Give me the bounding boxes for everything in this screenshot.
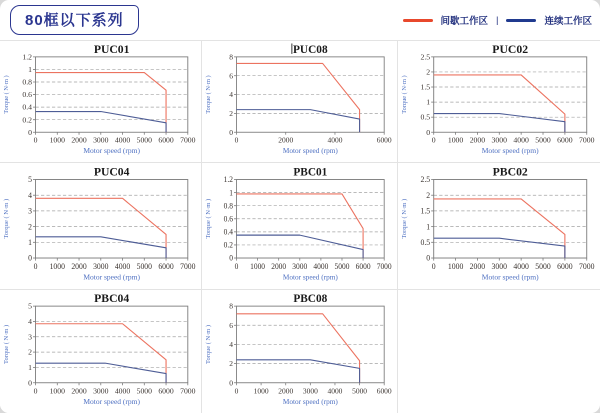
- x-tick-label: 5000: [535, 261, 551, 271]
- x-tick-label: 2000: [278, 135, 294, 145]
- x-tick-label: 0: [431, 135, 436, 145]
- chart-pbc08: [202, 290, 397, 413]
- x-tick-label: 2000: [71, 386, 87, 396]
- x-tick-label: 1000: [49, 386, 65, 396]
- y-tick-label: 5: [28, 175, 32, 185]
- y-axis-label: Torque ( N·m ): [204, 324, 212, 364]
- x-tick-label: 3000: [302, 386, 318, 396]
- x-tick-label: 0: [234, 135, 239, 145]
- continuous-line: [36, 363, 167, 383]
- chart-title: PBC04: [94, 292, 130, 306]
- y-tick-label: 2.5: [420, 175, 431, 185]
- x-tick-label: 2000: [71, 135, 87, 145]
- x-tick-label: 3000: [93, 386, 109, 396]
- y-tick-label: 0.5: [420, 112, 431, 122]
- continuous-line: [236, 110, 359, 133]
- chart-title: PUC04: [93, 165, 130, 179]
- x-tick-label: 7000: [578, 261, 595, 271]
- x-tick-label: 0: [33, 386, 38, 396]
- y-tick-label: 0: [229, 127, 234, 137]
- y-tick-label: 1.2: [223, 175, 234, 185]
- chart-title: PUC08: [293, 43, 328, 56]
- chart-title: PBC08: [293, 292, 328, 306]
- y-axis-label: Torque ( N·m ): [3, 324, 11, 365]
- y-tick-label: 0: [28, 127, 32, 137]
- y-tick-label: 1: [426, 97, 431, 107]
- x-tick-label: 5000: [136, 135, 152, 145]
- continuous-line: [236, 360, 359, 383]
- x-tick-label: 0: [234, 261, 239, 271]
- x-tick-label: 0: [431, 261, 436, 271]
- x-tick-label: 3000: [292, 261, 308, 271]
- x-tick-label: 4000: [513, 135, 529, 145]
- y-tick-label: 1.2: [22, 52, 32, 62]
- chart-pbc04: [0, 290, 201, 413]
- legend-continuous-swatch: [506, 19, 536, 22]
- y-tick-label: 0.2: [223, 240, 234, 250]
- panel-header: [0, 0, 600, 41]
- legend-continuous-label: 连续工作区: [544, 16, 592, 27]
- plot-frame: [36, 306, 188, 383]
- y-tick-label: 2: [28, 222, 32, 232]
- x-tick-label: 1000: [447, 135, 464, 145]
- chart-svg-puc04: [0, 163, 201, 289]
- y-axis-label: Torque ( N·m ): [204, 75, 212, 114]
- y-tick-label: 0: [229, 253, 234, 263]
- x-tick-label: 4000: [327, 386, 343, 396]
- chart-cell-pbc04: [0, 290, 202, 413]
- x-tick-label: 3000: [491, 135, 508, 145]
- y-tick-label: 0.8: [223, 201, 234, 211]
- x-tick-label: 7000: [579, 135, 595, 145]
- x-tick-label: 0: [33, 261, 38, 271]
- x-tick-label: 4000: [513, 261, 529, 271]
- y-axis-label: Torque ( N·m ): [401, 198, 409, 239]
- y-tick-label: 1: [229, 188, 234, 198]
- x-tick-label: 5000: [352, 386, 368, 396]
- x-tick-label: 6000: [158, 261, 174, 271]
- y-tick-label: 1.5: [420, 82, 431, 92]
- x-tick-label: 3000: [491, 261, 508, 271]
- x-tick-label: 2000: [71, 261, 87, 271]
- chart-title: PBC01: [293, 165, 328, 179]
- chart-puc02: [398, 41, 600, 162]
- y-tick-label: 0: [426, 127, 431, 137]
- chart-pbc02: [398, 163, 600, 289]
- y-tick-label: 0.6: [223, 214, 234, 224]
- chart-svg-puc08: [202, 41, 397, 162]
- chart-svg-puc01: [0, 41, 201, 162]
- intermittent-line: [36, 324, 167, 383]
- x-tick-label: 2000: [278, 386, 294, 396]
- y-tick-label: 2: [426, 190, 431, 200]
- plot-frame: [434, 57, 587, 132]
- x-tick-label: 6000: [158, 386, 174, 396]
- chart-svg-pbc01: [202, 163, 397, 289]
- y-tick-label: 0.5: [420, 237, 431, 248]
- legend: [403, 13, 593, 27]
- intermittent-line: [236, 314, 359, 383]
- x-tick-label: 2000: [469, 135, 486, 145]
- chart-title: PBC02: [492, 164, 528, 179]
- intermittent-line: [36, 73, 167, 133]
- x-axis-label: Motor speed (rpm): [481, 272, 539, 282]
- continuous-line: [36, 112, 167, 133]
- chart-cell-puc01: [0, 41, 202, 163]
- x-tick-label: 6000: [376, 135, 392, 145]
- x-tick-label: 4000: [114, 135, 131, 145]
- x-tick-label: 7000: [180, 261, 196, 271]
- x-tick-label: 0: [234, 386, 239, 396]
- x-axis-label: Motor speed (rpm): [282, 146, 338, 156]
- x-tick-label: 5000: [535, 135, 551, 145]
- chart-pbc01: [202, 163, 397, 289]
- y-tick-label: 2: [426, 67, 431, 77]
- y-tick-label: 2: [229, 359, 234, 369]
- x-tick-label: 3000: [93, 261, 109, 271]
- y-tick-label: 1: [426, 222, 431, 232]
- x-tick-label: 2000: [271, 261, 287, 271]
- x-tick-label: 4000: [327, 135, 343, 145]
- y-tick-label: 2: [229, 108, 234, 118]
- chart-svg-pbc08: [202, 290, 397, 413]
- x-tick-label: 6000: [158, 135, 174, 145]
- x-tick-label: 1000: [253, 386, 269, 396]
- chart-title: PUC02: [492, 43, 529, 56]
- y-tick-label: 1: [28, 363, 32, 373]
- y-tick-label: 0.4: [22, 102, 32, 112]
- y-tick-label: 1: [28, 237, 32, 248]
- chart-puc04: [0, 163, 201, 289]
- x-axis-label: Motor speed (rpm): [282, 396, 338, 406]
- x-tick-label: 7000: [376, 261, 392, 271]
- continuous-line: [36, 237, 167, 258]
- y-tick-label: 5: [28, 301, 32, 311]
- chart-cell-puc02: [398, 41, 600, 163]
- y-tick-label: 8: [229, 52, 234, 62]
- empty-cell: [398, 290, 600, 413]
- chart-cell-puc04: [0, 163, 202, 290]
- y-tick-label: 6: [229, 320, 234, 330]
- chart-cell-pbc08: [202, 290, 398, 413]
- x-tick-label: 1000: [447, 261, 464, 271]
- legend-intermittent-swatch: [403, 19, 433, 22]
- y-tick-label: 0.4: [223, 227, 234, 237]
- y-tick-label: 6: [229, 71, 234, 81]
- x-tick-label: 4000: [313, 261, 329, 271]
- chart-svg-puc02: [398, 41, 600, 162]
- y-tick-label: 4: [229, 339, 234, 350]
- x-tick-label: 4000: [114, 261, 131, 271]
- x-axis-label: Motor speed (rpm): [282, 272, 338, 282]
- intermittent-line: [236, 63, 359, 132]
- chart-title: PUC01: [93, 44, 130, 56]
- chart-svg-pbc02: [398, 163, 600, 289]
- x-tick-label: 0: [33, 135, 38, 145]
- y-tick-label: 3: [28, 332, 32, 342]
- x-tick-label: 1000: [49, 135, 65, 145]
- y-tick-label: 0: [229, 378, 234, 388]
- chart-cell-pbc02: [398, 163, 600, 290]
- x-axis-label: Motor speed (rpm): [83, 272, 140, 282]
- intermittent-line: [36, 198, 167, 258]
- y-tick-label: 0.8: [22, 77, 32, 87]
- y-tick-label: 3: [28, 206, 32, 216]
- x-tick-label: 3000: [93, 135, 109, 145]
- x-axis-label: Motor speed (rpm): [83, 396, 140, 406]
- x-axis-label: Motor speed (rpm): [481, 146, 539, 156]
- intermittent-line: [236, 194, 363, 258]
- y-tick-label: 0.6: [22, 90, 32, 100]
- y-tick-label: 1.5: [420, 206, 431, 216]
- x-tick-label: 6000: [557, 135, 573, 145]
- y-tick-label: 1: [28, 65, 32, 74]
- chart-puc01: [0, 41, 201, 162]
- charts-grid: [0, 41, 600, 413]
- x-tick-label: 6000: [376, 386, 392, 396]
- x-tick-label: 5000: [136, 261, 152, 271]
- x-tick-label: 6000: [557, 261, 573, 271]
- chart-cell-puc08: [202, 41, 398, 163]
- y-axis-label: Torque ( N·m ): [204, 198, 212, 239]
- y-tick-label: 0.2: [22, 115, 32, 125]
- x-tick-label: 7000: [180, 386, 196, 396]
- x-axis-label: Motor speed (rpm): [83, 146, 140, 156]
- y-axis-label: Torque ( N·m ): [3, 75, 11, 114]
- x-tick-label: 6000: [355, 261, 371, 271]
- y-axis-label: Torque ( N·m ): [3, 198, 11, 239]
- x-tick-label: 1000: [250, 261, 266, 271]
- y-tick-label: 0: [28, 378, 32, 388]
- y-tick-label: 8: [229, 301, 234, 311]
- x-tick-label: 1000: [49, 261, 65, 271]
- y-tick-label: 4: [28, 317, 32, 327]
- intermittent-line: [434, 75, 565, 132]
- y-tick-label: 0: [28, 253, 32, 263]
- x-tick-label: 4000: [114, 386, 131, 396]
- y-tick-label: 4: [28, 190, 32, 200]
- continuous-line: [434, 238, 565, 258]
- y-tick-label: 4: [229, 90, 234, 100]
- chart-cell-pbc01: [202, 163, 398, 290]
- y-axis-label: Torque ( N·m ): [401, 75, 409, 114]
- x-tick-label: 2000: [469, 261, 486, 271]
- legend-intermittent-label: 间歇工作区: [440, 16, 489, 27]
- y-tick-label: 0: [426, 253, 431, 263]
- plot-frame: [36, 180, 188, 258]
- x-tick-label: 7000: [180, 135, 196, 145]
- continuous-line: [434, 114, 565, 133]
- y-tick-label: 2.5: [420, 52, 431, 62]
- x-tick-label: 5000: [334, 261, 350, 271]
- y-tick-label: 2: [28, 347, 32, 357]
- chart-svg-pbc04: [0, 290, 201, 413]
- continuous-line: [236, 235, 363, 258]
- x-tick-label: 5000: [136, 386, 152, 396]
- legend-divider: |: [496, 14, 499, 26]
- intermittent-line: [434, 199, 565, 258]
- chart-puc08: [202, 41, 397, 162]
- page-title: 80框以下系列: [10, 5, 139, 35]
